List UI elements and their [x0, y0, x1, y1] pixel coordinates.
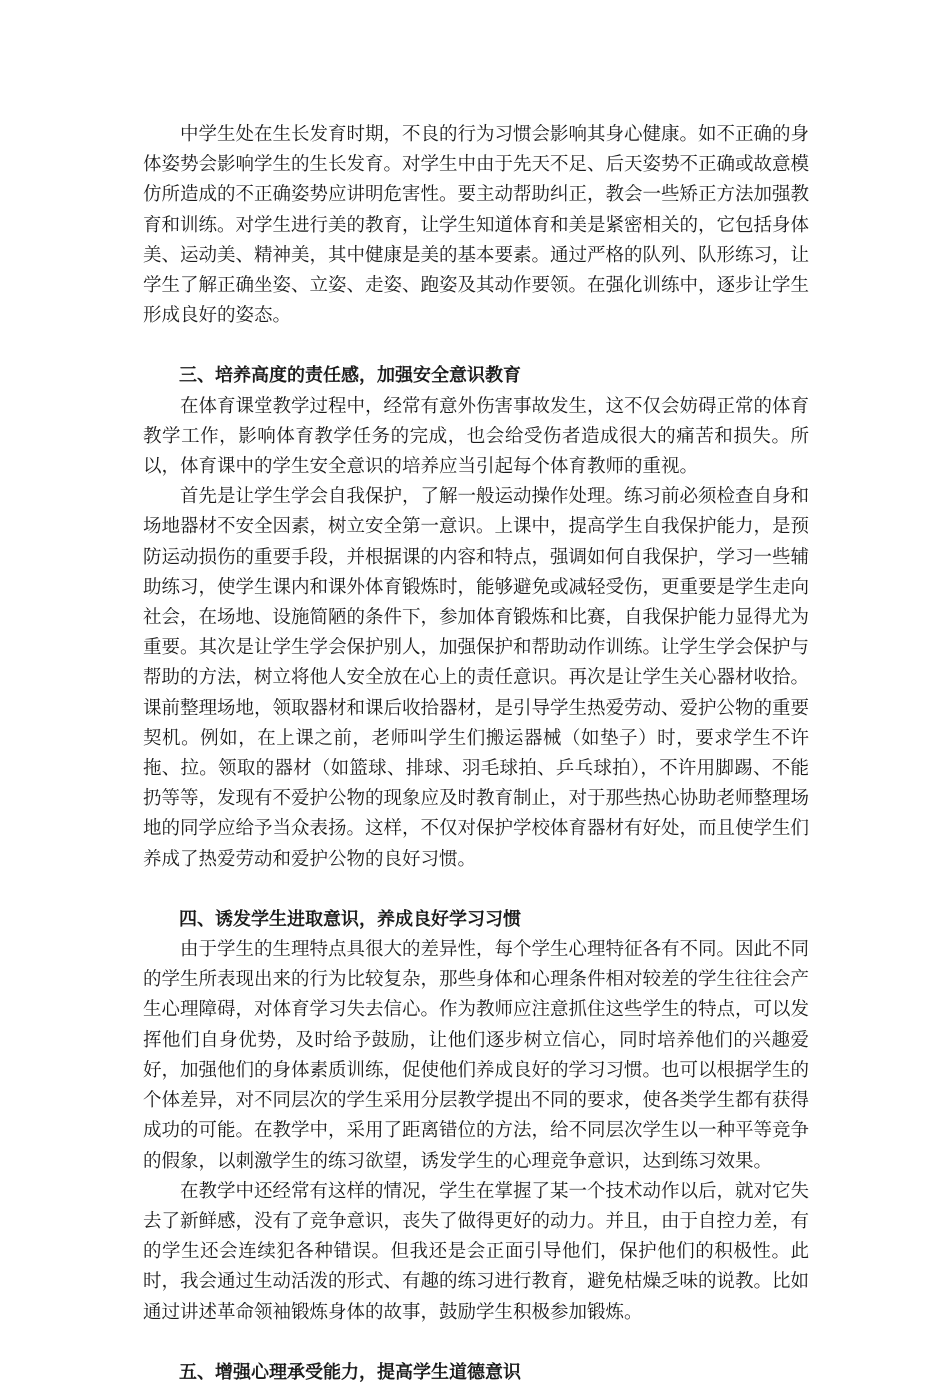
section-heading-4: 四、诱发学生进取意识，养成良好学习习惯 [179, 908, 521, 930]
section-gap [143, 1328, 809, 1358]
section-heading-3: 三、培养高度的责任感，加强安全意识教育 [179, 365, 521, 387]
section-gap [143, 331, 809, 361]
section-gap [143, 875, 809, 905]
paragraph-motivation: 在教学中还经常有这样的情况，学生在掌握了某一个技术动作以后，就对它失去了新鲜感，没有了竞争意识，丧失了做得更好的动力。并且，由于自控力差，有的学生还会连续犯各种错误。但我还是会正面引导他们，保护他们的积极性。此时，我会通过生动活泼的形式、有趣的练习进行教育，避免枯燥乏味的说教。比如通过讲述革命领袖锻炼身体的故事，鼓励学生积极参加锻炼。 [143, 1180, 810, 1323]
paragraph-habits: 由于学生的生理特点具很大的差异性，每个学生心理特征各有不同。因此不同的学生所表现出来的行为比较复杂，那些身体和心理条件相对较差的学生往往会产生心理障碍，对体育学习失去信心。作为教师应注意抓住这些学生的特点，可以发挥他们自身优势，及时给予鼓励，让他们逐步树立信心，同时培养他们的兴趣爱好，加强他们的身体素质训练，促使他们养成良好的学习习惯。也可以根据学生的个体差异，对不同层次的学生采用分层教学提出不同的要求，使各类学生都有获得成功的可能。在教学中，采用了距离错位的方法，给不同层次学生以一种平等竞争的假象，以刺激学生的练习欲望，诱发学生的心理竞争意识，达到练习效果。 [143, 939, 810, 1172]
document-body [143, 120, 809, 1388]
paragraph-safety-intro: 在体育课堂教学过程中，经常有意外伤害事故发生，这不仅会妨碍正常的体育教学工作，影响体育教学任务的完成，也会给受伤者造成很大的痛苦和损失。所以，体育课中的学生安全意识的培养应当引起每个体育教师的重视。 [143, 395, 810, 478]
section-heading-5: 五、增强心理承受能力，提高学生道德意识 [179, 1361, 521, 1383]
paragraph-posture: 中学生处在生长发育时期，不良的行为习惯会影响其身心健康。如不正确的身体姿势会影响学生的生长发育。对学生中由于先天不足、后天姿势不正确或故意模仿所造成的不正确姿势应讲明危害性。要主动帮助纠正，教会一些矫正方法加强教育和训练。对学生进行美的教育，让学生知道体育和美是紧密相关的，它包括身体美、运动美、精神美，其中健康是美的基本要素。通过严格的队列、队形练习，让学生了解正确坐姿、立姿、走姿、跑姿及其动作要领。在强化训练中，逐步让学生形成良好的姿态。 [143, 124, 810, 327]
paragraph-safety-detail: 首先是让学生学会自我保护，了解一般运动操作处理。练习前必须检查自身和场地器材不安全因素，树立安全第一意识。上课中，提高学生自我保护能力，是预防运动损伤的重要手段，并根据课的内容和特点，强调如何自我保护，学习一些辅助练习，使学生课内和课外体育锻炼时，能够避免或减轻受伤，更重要是学生走向社会，在场地、设施简陋的条件下，参加体育锻炼和比赛，自我保护能力显得尤为重要。其次是让学生学会保护别人，加强保护和帮助动作训练。让学生学会保护与帮助的方法，树立将他人安全放在心上的责任意识。再次是让学生关心器材收拾。课前整理场地，领取器材和课后收拾器材，是引导学生热爱劳动、爱护公物的重要契机。例如，在上课之前，老师叫学生们搬运器械（如垫子）时，要求学生不许拖、拉。领取的器材（如篮球、排球、羽毛球拍、乒乓球拍），不许用脚踢、不能扔等等，发现有不爱护公物的现象应及时教育制止，对于那些热心协助老师整理场地的同学应给予当众表扬。这样，不仅对保护学校体育器材有好处，而且使学生们养成了热爱劳动和爱护公物的良好习惯。 [143, 486, 810, 870]
